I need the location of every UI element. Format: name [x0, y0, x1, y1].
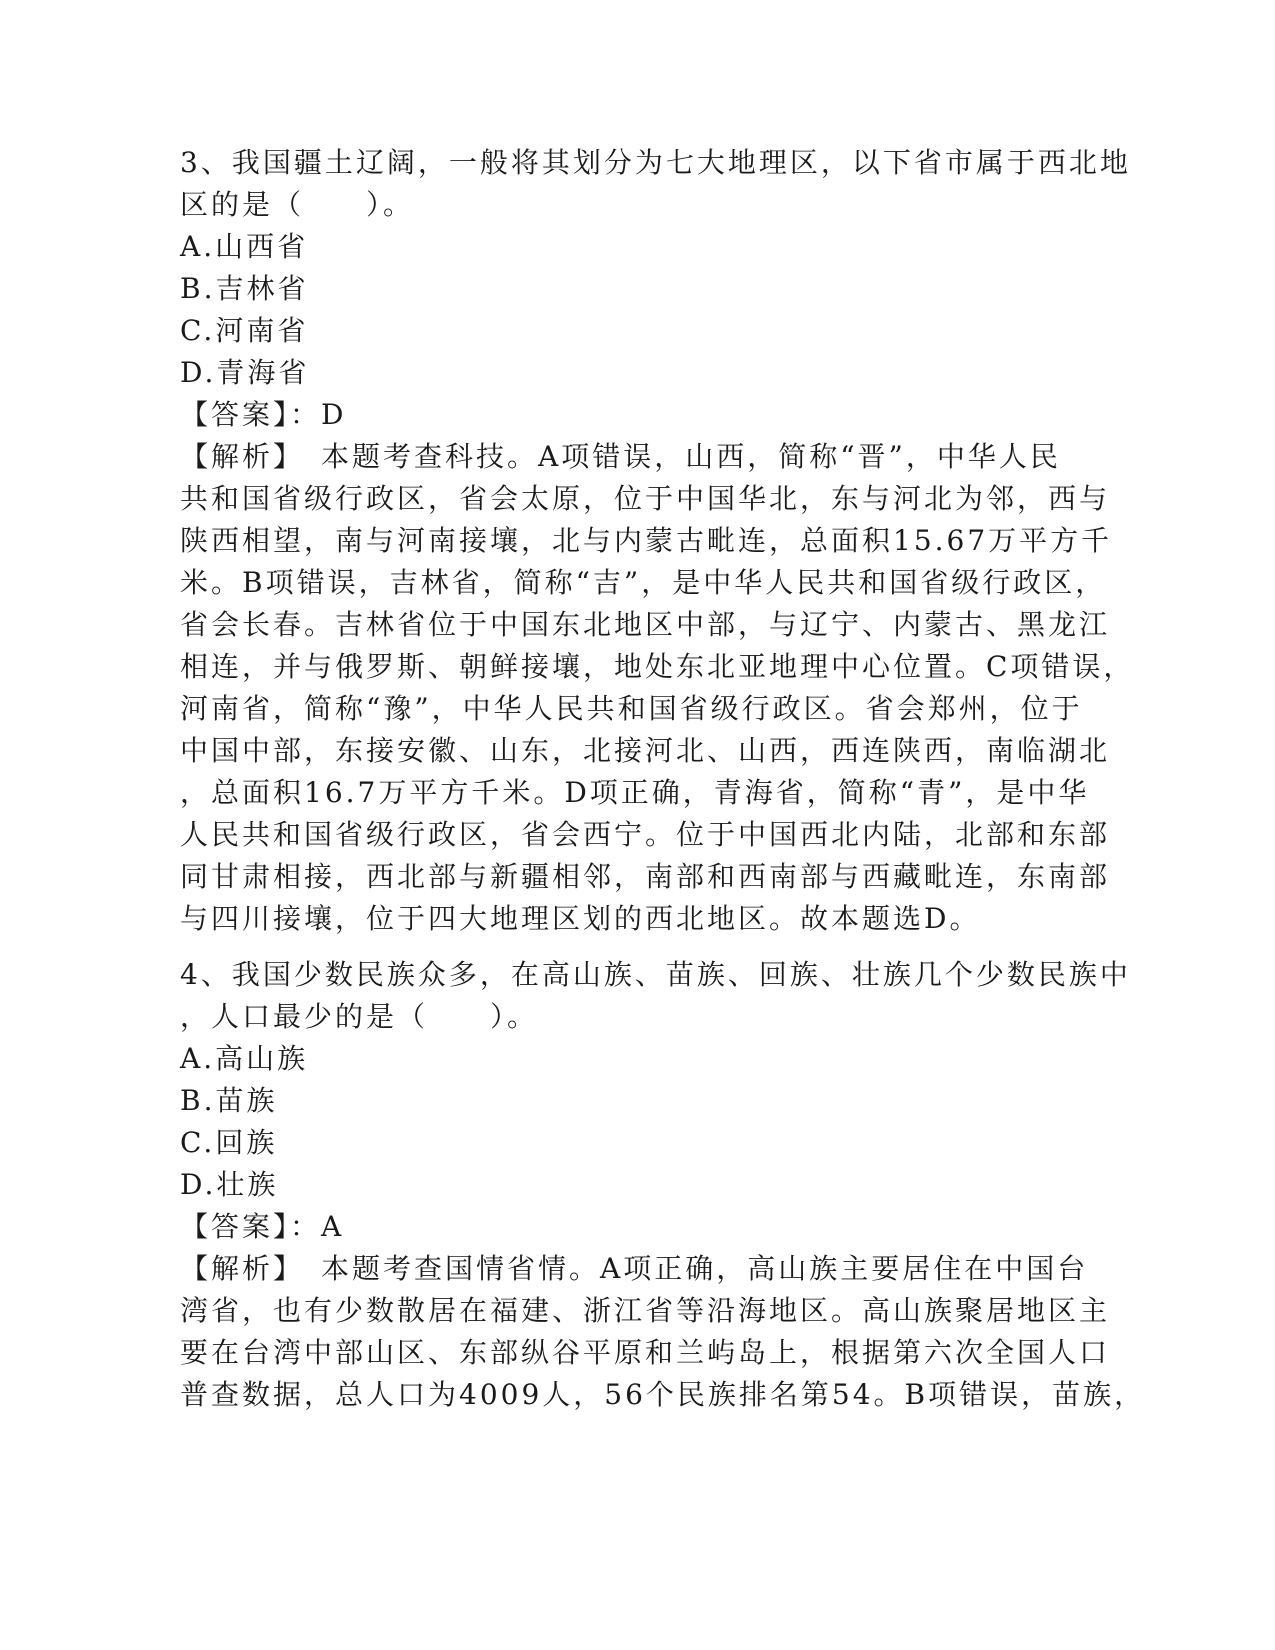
analysis-line: 湾省，也有少数散居在福建、浙江省等沿海地区。高山族聚居地区主: [180, 1294, 1111, 1327]
option-d: D.青海省: [180, 356, 310, 389]
analysis-line: 同甘肃相接，西北部与新疆相邻，南部和西南部与西藏毗连，东南部: [180, 860, 1111, 893]
option-a: A.高山族: [180, 1042, 309, 1075]
option-b: B.苗族: [180, 1084, 278, 1117]
analysis-block: [180, 1248, 1146, 1416]
option-c: C.河南省: [180, 314, 309, 347]
analysis-line: 共和国省级行政区，省会太原，位于中国华北，东与河北为邻，西与: [180, 482, 1111, 515]
analysis-line: 【解析】 本题考查科技。A项错误，山西，简称“晋”，中华人民: [180, 440, 1061, 473]
answer-line: 【答案】：D: [180, 398, 347, 431]
option-b: B.吉林省: [180, 272, 309, 305]
question-stem-line: 3、我国疆土辽阔，一般将其划分为七大地理区，以下省市属于西北地: [180, 146, 1131, 179]
question-4: [180, 954, 1146, 1416]
question-stem-line: ，人口最少的是（ ）。: [180, 1000, 539, 1033]
document-page: [180, 142, 1146, 1430]
analysis-line: 人民共和国省级行政区，省会西宁。位于中国西北内陆，北部和东部: [180, 818, 1111, 851]
option-c: C.回族: [180, 1126, 278, 1159]
analysis-line: 陕西相望，南与河南接壤，北与内蒙古毗连，总面积15.67万平方千: [180, 524, 1113, 557]
analysis-line: 相连，并与俄罗斯、朝鲜接壤，地处东北亚地理中心位置。C项错误，: [180, 650, 1135, 683]
analysis-line: 【解析】 本题考查国情省情。A项正确，高山族主要居住在中国台: [180, 1252, 1089, 1285]
question-stem-line: 4、我国少数民族众多，在高山族、苗族、回族、壮族几个少数民族中: [180, 958, 1131, 991]
answer-line: 【答案】：A: [180, 1210, 345, 1243]
analysis-line: 要在台湾中部山区、东部纵谷平原和兰屿岛上，根据第六次全国人口: [180, 1336, 1111, 1369]
analysis-line: 中国中部，东接安徽、山东，北接河北、山西，西连陕西，南临湖北: [180, 734, 1111, 767]
analysis-line: 与四川接壤，位于四大地理区划的西北地区。故本题选D。: [180, 902, 981, 935]
analysis-line: 河南省，简称“豫”，中华人民共和国省级行政区。省会郑州，位于: [180, 692, 1083, 725]
analysis-line: 普查数据，总人口为4009人，56个民族排名第54。B项错误，苗族，: [180, 1378, 1146, 1411]
question-3: [180, 142, 1135, 940]
analysis-line: ，总面积16.7万平方千米。D项正确，青海省，简称“青”，是中华: [180, 776, 1090, 809]
analysis-line: 省会长春。吉林省位于中国东北地区中部，与辽宁、内蒙古、黑龙江: [180, 608, 1111, 641]
analysis-block: [180, 436, 1135, 940]
analysis-line: 米。B项错误，吉林省，简称“吉”，是中华人民共和国省级行政区，: [180, 566, 1107, 599]
question-stem-line: 区的是（ ）。: [180, 188, 415, 221]
option-d: D.壮族: [180, 1168, 279, 1201]
option-a: A.山西省: [180, 230, 309, 263]
